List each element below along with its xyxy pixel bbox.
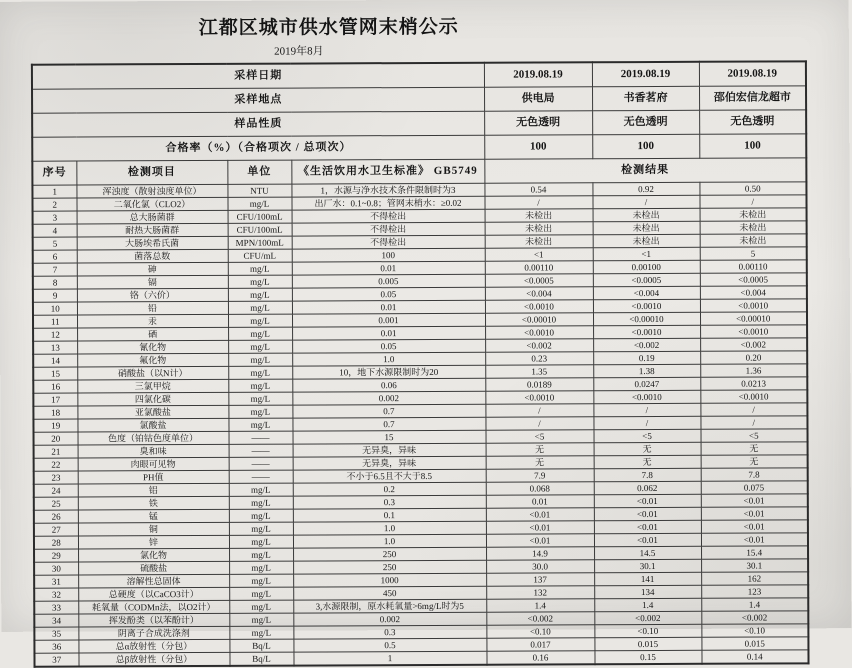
standard-cell: 0.7 [292, 404, 485, 418]
item-cell: 镉 [77, 275, 228, 289]
col-header-unit: 单位 [227, 160, 291, 184]
unit-cell: CFU/mL [228, 249, 292, 262]
result-cell: <0.01 [594, 507, 701, 520]
result-cell: 未检出 [485, 209, 593, 222]
result-cell: <0.002 [594, 611, 701, 624]
sampling-info-row [32, 110, 806, 137]
result-cell: <0.0005 [593, 273, 700, 286]
item-cell: 亚氯酸盐 [77, 405, 228, 419]
item-cell: 硒 [77, 327, 228, 341]
result-cell: <0.004 [700, 286, 807, 299]
item-cell: 总α放射性（分包） [78, 639, 229, 653]
result-cell: 0.50 [699, 182, 806, 195]
result-cell: 0.54 [484, 183, 592, 196]
result-cell: / [484, 196, 592, 209]
result-cell: <0.0005 [700, 273, 807, 286]
row-no-cell: 4 [33, 224, 77, 237]
result-cell: <0.01 [701, 507, 808, 520]
document-title: 江都区城市供水管网末梢公示 [198, 16, 459, 39]
standard-cell: 1.0 [293, 521, 486, 535]
col-header-item: 检测项目 [76, 160, 227, 185]
standard-cell: 3,水源限制，原水耗氧量>6mg/L时为5 [293, 599, 486, 613]
result-cell: 未检出 [700, 221, 807, 234]
item-cell: 铜 [78, 522, 229, 536]
result-cell: 1.38 [593, 364, 700, 377]
row-no-cell: 35 [34, 627, 78, 640]
result-cell: 未检出 [485, 222, 593, 235]
result-cell: <0.10 [701, 624, 808, 637]
standard-cell: 0.2 [293, 482, 486, 496]
result-cell: 5 [700, 247, 807, 260]
standard-cell: 0.05 [292, 339, 485, 353]
row-no-cell: 18 [33, 406, 77, 419]
result-cell: 未检出 [700, 208, 807, 221]
unit-cell: mg/L [229, 535, 293, 548]
result-cell: <0.0010 [700, 390, 807, 403]
unit-cell: mg/L [229, 548, 293, 561]
item-cell: 耐热大肠菌群 [77, 223, 228, 237]
row-no-cell: 11 [33, 315, 77, 328]
result-cell: 未检出 [593, 221, 700, 234]
row-no-cell: 20 [34, 432, 78, 445]
result-cell: 无 [701, 455, 808, 468]
standard-cell: 0.01 [292, 261, 485, 275]
item-cell: 锌 [78, 535, 229, 549]
item-cell: 臭和味 [78, 444, 229, 458]
row-no-cell: 33 [34, 601, 78, 614]
col-header-result: 检测结果 [484, 158, 806, 183]
item-cell: 铝 [78, 483, 229, 497]
result-cell: 无 [594, 442, 701, 455]
result-cell: <0.01 [486, 534, 594, 547]
result-cell: 15.4 [701, 546, 808, 559]
result-cell: / [699, 195, 806, 208]
result-cell: 0.0213 [700, 377, 807, 390]
unit-cell: CFU/100mL [228, 223, 292, 236]
unit-cell: mg/L [229, 522, 293, 535]
standard-cell: 0.05 [292, 287, 485, 301]
result-cell: 1.4 [594, 598, 701, 611]
unit-cell: mg/L [229, 509, 293, 522]
result-cell: 未检出 [700, 234, 807, 247]
item-cell: 三氯甲烷 [77, 379, 228, 393]
result-cell: 7.8 [594, 468, 701, 481]
unit-cell: MPN/100mL [228, 236, 292, 249]
item-cell: 大肠埃希氏菌 [77, 236, 228, 250]
standard-cell: 1.0 [292, 352, 485, 366]
standard-cell: 1.0 [293, 534, 486, 548]
unit-cell: mg/L [228, 275, 292, 288]
result-cell: <0.0005 [485, 274, 593, 287]
info-value-cell: 无色透明 [699, 110, 806, 134]
standard-cell: 出厂水：0.1~0.8；管网末梢水：≥0.02 [291, 196, 484, 210]
item-cell: 阴离子合成洗涤剂 [78, 626, 229, 640]
result-cell: <0.0010 [593, 390, 700, 403]
item-cell: 硝酸盐（以N计） [77, 366, 228, 380]
item-cell: 锰 [78, 509, 229, 523]
unit-cell: mg/L [228, 288, 292, 301]
item-cell: 汞 [77, 314, 228, 328]
row-no-cell: 5 [33, 237, 77, 250]
result-cell: <0.01 [701, 520, 808, 533]
standard-cell: 0.001 [292, 313, 485, 327]
standard-cell: 0.002 [292, 391, 485, 405]
result-cell: 0.017 [486, 638, 594, 651]
row-no-cell: 1 [32, 185, 76, 198]
unit-cell: mg/L [228, 353, 292, 366]
standard-cell: 1000 [293, 573, 486, 587]
info-value-cell: 100 [592, 134, 699, 158]
standard-cell: 不得检出 [292, 235, 485, 249]
result-cell: 无 [486, 443, 594, 456]
item-cell: 二氧化氯（CLO2） [76, 197, 227, 211]
unit-cell: mg/L [228, 379, 292, 392]
standard-cell: 0.3 [293, 495, 486, 509]
info-value-cell: 无色透明 [592, 110, 699, 134]
row-no-cell: 31 [34, 575, 78, 588]
item-cell: 总大肠菌群 [77, 210, 228, 224]
standard-cell: 100 [292, 248, 485, 262]
item-cell: 浑浊度（散射浊度单位） [76, 184, 227, 198]
row-no-cell: 9 [33, 289, 77, 302]
row-no-cell: 27 [34, 523, 78, 536]
row-no-cell: 6 [33, 250, 77, 263]
info-value-cell: 邵伯宏信龙超市 [699, 86, 806, 110]
result-cell: <0.01 [486, 508, 594, 521]
info-label-cell: 采样地点 [32, 87, 484, 113]
standard-cell: 0.002 [293, 612, 486, 626]
result-cell: / [485, 404, 593, 417]
unit-cell: mg/L [228, 301, 292, 314]
sampling-info-row [32, 86, 806, 113]
standard-cell: 1，水源与净水技术条件限制时为3 [291, 183, 484, 197]
result-cell: 30.1 [701, 559, 808, 572]
row-no-cell: 36 [34, 640, 78, 653]
result-cell: 7.9 [486, 469, 594, 482]
standard-cell: 无异臭，异味 [293, 443, 486, 457]
unit-cell: mg/L [229, 587, 293, 600]
result-cell: 0.19 [593, 351, 700, 364]
row-no-cell: 34 [34, 614, 78, 627]
row-no-cell: 29 [34, 549, 78, 562]
unit-cell: mg/L [227, 197, 291, 210]
result-cell: <0.0010 [700, 325, 807, 338]
unit-cell: mg/L [228, 340, 292, 353]
item-cell: 砷 [77, 262, 228, 276]
result-cell: 0.00110 [700, 260, 807, 273]
result-cell: <0.004 [593, 286, 700, 299]
result-cell: <0.01 [594, 520, 701, 533]
result-cell: 0.23 [485, 352, 593, 365]
unit-cell: mg/L [229, 626, 293, 639]
item-cell: PH值 [78, 470, 229, 484]
result-cell: <0.0010 [593, 325, 700, 338]
item-cell: 氟化物 [77, 353, 228, 367]
result-cell: <5 [701, 429, 808, 442]
result-cell: <0.002 [486, 612, 594, 625]
standard-cell: 不得检出 [292, 222, 485, 236]
result-cell: 0.075 [701, 481, 808, 494]
result-cell: 未检出 [485, 235, 593, 248]
row-no-cell: 30 [34, 562, 78, 575]
result-cell: <5 [486, 430, 594, 443]
info-value-cell: 2019.08.19 [484, 62, 592, 87]
info-value-cell: 书香茗府 [592, 86, 699, 110]
result-cell: <0.01 [486, 521, 594, 534]
col-header-standard: 《生活饮用水卫生标准》 GB5749 [291, 159, 484, 184]
info-label-cell: 合格率（%）（合格项次 / 总项次） [32, 135, 484, 161]
item-cell: 氯酸盐 [77, 418, 228, 432]
standard-cell: 不得检出 [292, 209, 485, 223]
row-no-cell: 21 [34, 445, 78, 458]
result-cell: 137 [486, 573, 594, 586]
result-cell: <0.002 [701, 611, 808, 624]
unit-cell: mg/L [229, 561, 293, 574]
result-cell: 141 [594, 572, 701, 585]
result-cell: 0.015 [594, 637, 701, 650]
column-header-row [32, 158, 806, 185]
unit-cell: mg/L [229, 496, 293, 509]
result-cell: <1 [593, 247, 700, 260]
info-value-cell: 100 [699, 134, 806, 158]
table-row [34, 650, 808, 667]
result-cell: 0.062 [594, 481, 701, 494]
result-cell: 30.0 [486, 560, 594, 573]
result-cell: <0.01 [594, 533, 701, 546]
result-cell: <0.10 [486, 625, 594, 638]
result-cell: 14.5 [594, 546, 701, 559]
info-value-cell: 供电局 [484, 87, 592, 111]
standard-cell: 0.01 [292, 300, 485, 314]
result-cell: <0.01 [701, 533, 808, 546]
info-label-cell: 采样日期 [32, 63, 484, 89]
info-value-cell: 100 [484, 135, 592, 159]
unit-cell: mg/L [229, 613, 293, 626]
document-subtitle: 2019年8月 [274, 45, 324, 58]
result-cell: 30.1 [594, 559, 701, 572]
standard-cell: 1 [293, 651, 486, 665]
result-cell: <0.01 [701, 494, 808, 507]
standard-cell: 250 [293, 547, 486, 561]
item-cell: 总硬度（以CaCO3计） [78, 587, 229, 601]
unit-cell: —— [229, 457, 293, 470]
standard-cell: 0.01 [292, 326, 485, 340]
result-cell: 0.00100 [593, 260, 700, 273]
result-cell: <5 [594, 429, 701, 442]
unit-cell: mg/L [228, 418, 292, 431]
result-cell: 0.00110 [485, 261, 593, 274]
result-cell: 7.8 [701, 468, 808, 481]
item-cell: 氰化物 [77, 340, 228, 354]
unit-cell: mg/L [228, 405, 292, 418]
row-no-cell: 12 [33, 328, 77, 341]
result-cell: <0.002 [700, 338, 807, 351]
row-no-cell: 23 [34, 471, 78, 484]
row-no-cell: 24 [34, 484, 78, 497]
result-cell: 未检出 [593, 208, 700, 221]
result-cell: / [593, 416, 700, 429]
item-cell: 溶解性总固体 [78, 574, 229, 588]
item-cell: 氯化物 [78, 548, 229, 562]
unit-cell: —— [229, 431, 293, 444]
row-no-cell: 26 [34, 510, 78, 523]
unit-cell: CFU/100mL [228, 210, 292, 223]
water-quality-table [31, 60, 810, 667]
unit-cell: NTU [227, 184, 291, 197]
result-cell: <0.00010 [485, 313, 593, 326]
result-cell: <0.0010 [485, 300, 593, 313]
result-cell: <0.0010 [700, 299, 807, 312]
row-no-cell: 15 [33, 367, 77, 380]
result-cell: 162 [701, 572, 808, 585]
unit-cell: mg/L [228, 314, 292, 327]
item-cell: 挥发酚类（以苯酚计） [78, 613, 229, 627]
result-cell: 0.01 [486, 495, 594, 508]
result-cell: 1.35 [485, 365, 593, 378]
standard-cell: 15 [293, 430, 486, 444]
item-cell: 硫酸盐 [78, 561, 229, 575]
standard-cell: 0.06 [292, 378, 485, 392]
result-cell: 123 [701, 585, 808, 598]
row-no-cell: 17 [33, 393, 77, 406]
result-cell: <1 [485, 248, 593, 261]
result-cell: <0.0010 [485, 326, 593, 339]
result-cell: 0.14 [701, 650, 808, 664]
result-cell: 0.16 [486, 651, 594, 665]
result-cell: 0.015 [701, 637, 808, 650]
standard-cell: 0.3 [293, 625, 486, 639]
result-cell: 1.4 [486, 599, 594, 612]
result-cell: <0.002 [593, 338, 700, 351]
row-no-cell: 14 [33, 354, 77, 367]
result-cell: / [485, 417, 593, 430]
item-cell: 色度（铂钴色度单位） [78, 431, 229, 445]
unit-cell: mg/L [229, 600, 293, 613]
unit-cell: mg/L [229, 483, 293, 496]
unit-cell: mg/L [228, 262, 292, 275]
item-cell: 四氯化碳 [77, 392, 228, 406]
result-cell: 无 [486, 456, 594, 469]
standard-cell: 0.005 [292, 274, 485, 288]
item-cell: 总β放射性（分包） [78, 652, 229, 666]
measurement-rows-section [32, 182, 808, 667]
row-no-cell: 8 [33, 276, 77, 289]
result-cell: <0.10 [594, 624, 701, 637]
result-cell: 132 [486, 586, 594, 599]
item-cell: 菌落总数 [77, 249, 228, 263]
standard-cell: 0.1 [293, 508, 486, 522]
row-no-cell: 16 [33, 380, 77, 393]
sampling-info-section [32, 61, 806, 161]
result-cell: 0.92 [592, 182, 699, 195]
result-cell: <0.002 [485, 339, 593, 352]
unit-cell: mg/L [228, 366, 292, 379]
item-cell: 铬（六价） [77, 288, 228, 302]
row-no-cell: 2 [32, 198, 76, 211]
result-cell: 0.15 [594, 650, 701, 664]
row-no-cell: 32 [34, 588, 78, 601]
result-cell: 1.4 [701, 598, 808, 611]
result-cell: <0.004 [485, 287, 593, 300]
result-cell: 无 [701, 442, 808, 455]
standard-cell: 450 [293, 586, 486, 600]
result-cell: 0.068 [486, 482, 594, 495]
result-cell: <0.00010 [593, 312, 700, 325]
result-cell: 0.0189 [485, 378, 593, 391]
result-cell: <0.01 [594, 494, 701, 507]
row-no-cell: 19 [33, 419, 77, 432]
result-cell: 14.9 [486, 547, 594, 560]
column-header-section [32, 158, 806, 185]
result-cell: 未检出 [593, 234, 700, 247]
sampling-info-row [32, 61, 806, 89]
standard-cell: 0.7 [292, 417, 485, 431]
row-no-cell: 7 [33, 263, 77, 276]
info-label-cell: 样品性质 [32, 111, 484, 137]
row-no-cell: 10 [33, 302, 77, 315]
standard-cell: 无异臭，异味 [293, 456, 486, 470]
item-cell: 铅 [77, 301, 228, 315]
row-no-cell: 13 [33, 341, 77, 354]
result-cell: 0.20 [700, 351, 807, 364]
result-cell: / [700, 403, 807, 416]
result-cell: 0.0247 [593, 377, 700, 390]
item-cell: 肉眼可见物 [78, 457, 229, 471]
item-cell: 耗氧量（CODMn法，以O2计） [78, 600, 229, 614]
unit-cell: —— [229, 444, 293, 457]
result-cell: <0.00010 [700, 312, 807, 325]
unit-cell: Bq/L [229, 652, 293, 666]
unit-cell: mg/L [228, 327, 292, 340]
result-cell: / [593, 403, 700, 416]
row-no-cell: 28 [34, 536, 78, 549]
result-cell: 134 [594, 585, 701, 598]
sampling-info-row [32, 134, 806, 161]
result-cell: / [700, 416, 807, 429]
standard-cell: 不小于6.5且不大于8.5 [293, 469, 486, 483]
col-header-no: 序号 [32, 161, 76, 185]
info-value-cell: 2019.08.19 [699, 61, 806, 86]
row-no-cell: 22 [34, 458, 78, 471]
result-cell: <0.0010 [485, 391, 593, 404]
unit-cell: mg/L [229, 574, 293, 587]
unit-cell: mg/L [228, 392, 292, 405]
result-cell: / [592, 195, 699, 208]
standard-cell: 250 [293, 560, 486, 574]
result-cell: 1.36 [700, 364, 807, 377]
standard-cell: 10，地下水源限制时为20 [292, 365, 485, 379]
row-no-cell: 25 [34, 497, 78, 510]
item-cell: 铁 [78, 496, 229, 510]
info-value-cell: 2019.08.19 [592, 62, 699, 87]
row-no-cell: 37 [34, 653, 78, 667]
unit-cell: —— [229, 470, 293, 483]
standard-cell: 0.5 [293, 638, 486, 652]
unit-cell: Bq/L [229, 639, 293, 652]
result-cell: 无 [594, 455, 701, 468]
result-cell: <0.0010 [593, 299, 700, 312]
info-value-cell: 无色透明 [484, 111, 592, 135]
row-no-cell: 3 [33, 211, 77, 224]
